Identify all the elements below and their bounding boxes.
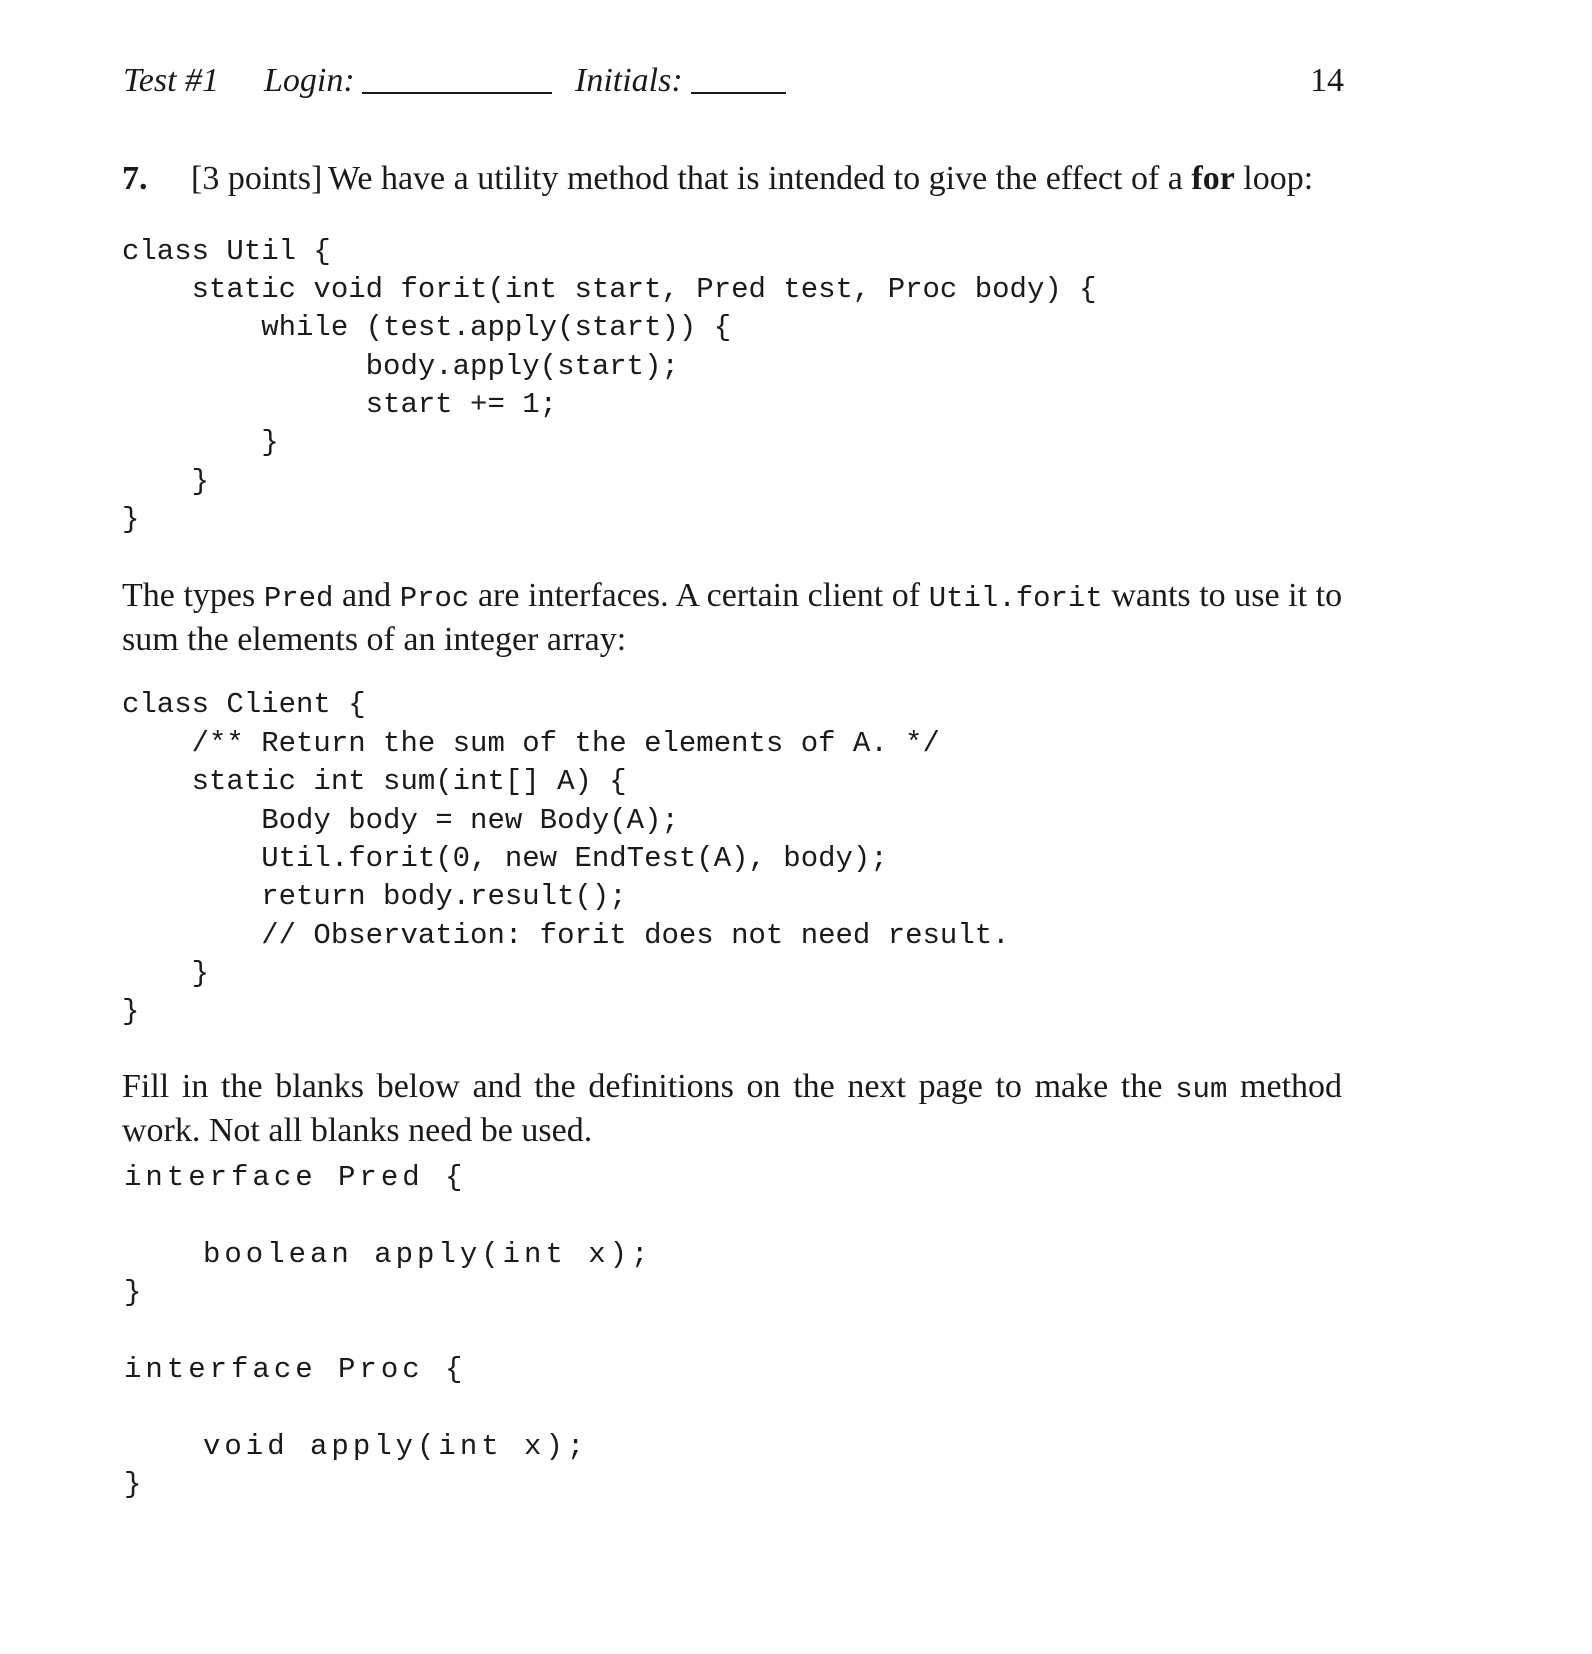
- question-text: [328, 160, 1313, 198]
- code-line: }: [122, 465, 210, 498]
- code-line: }: [122, 995, 140, 1028]
- code-line: static int sum(int[] A) {: [122, 765, 627, 798]
- inline-code: Pred: [263, 582, 334, 615]
- login-label: Login:: [264, 62, 355, 99]
- inline-code: Proc: [399, 582, 470, 615]
- code-line: return body.result();: [122, 880, 627, 913]
- text-run: and: [342, 577, 392, 614]
- code-line: }: [122, 957, 210, 990]
- initials-blank[interactable]: [691, 92, 786, 94]
- code-line: class Client {: [122, 688, 366, 721]
- test-label: Test #1: [123, 62, 220, 99]
- code-line: Body body = new Body(A);: [122, 804, 679, 837]
- text-run: are interfaces. A certain client of: [477, 577, 921, 614]
- question-points: [3 points]: [191, 160, 323, 197]
- inline-code: sum: [1175, 1073, 1228, 1106]
- text-run: wants to use it to sum the elements of an integer array:: [122, 577, 1343, 658]
- proc-interface-open: interface Proc {: [124, 1353, 467, 1386]
- question-text-after: loop:: [1243, 160, 1314, 197]
- pred-interface-method: boolean apply(int x);: [203, 1238, 653, 1271]
- question-bold-word: for: [1191, 160, 1235, 197]
- code-line: body.apply(start);: [122, 350, 679, 383]
- text-run: The types: [122, 577, 256, 614]
- code-line: while (test.apply(start)) {: [122, 311, 732, 344]
- code-line: /** Return the sum of the elements of A. */: [122, 727, 940, 760]
- code-line: // Observation: forit does not need result.: [122, 919, 1010, 952]
- pred-interface-open: interface Pred {: [124, 1161, 467, 1194]
- inline-code: Util.forit: [928, 582, 1103, 615]
- code-line: start += 1;: [122, 388, 558, 421]
- code-line: Util.forit(0, new EndTest(A), body);: [122, 842, 888, 875]
- question-number: 7.: [122, 160, 148, 197]
- pred-interface-close: }: [124, 1276, 146, 1309]
- initials-label: Initials:: [575, 62, 683, 99]
- code-line: }: [122, 426, 279, 459]
- paragraph-instructions: [122, 1066, 1342, 1151]
- question-text-before: We have a utility method that is intended to give the effect of a: [328, 160, 1183, 197]
- login-blank[interactable]: [362, 92, 552, 94]
- code-line: static void forit(int start, Pred test, Proc body) {: [122, 273, 1097, 306]
- code-line: }: [122, 503, 140, 536]
- paragraph-interfaces: [122, 575, 1342, 660]
- text-run: method work. Not all blanks need be used.: [122, 1068, 1343, 1149]
- text-run: Fill in the blanks below and the definitions on the next page to make the: [122, 1068, 1163, 1105]
- proc-interface-method: void apply(int x);: [203, 1430, 589, 1463]
- proc-interface-close: }: [124, 1468, 146, 1501]
- page-number: 14: [1310, 62, 1344, 99]
- code-line: class Util {: [122, 235, 331, 268]
